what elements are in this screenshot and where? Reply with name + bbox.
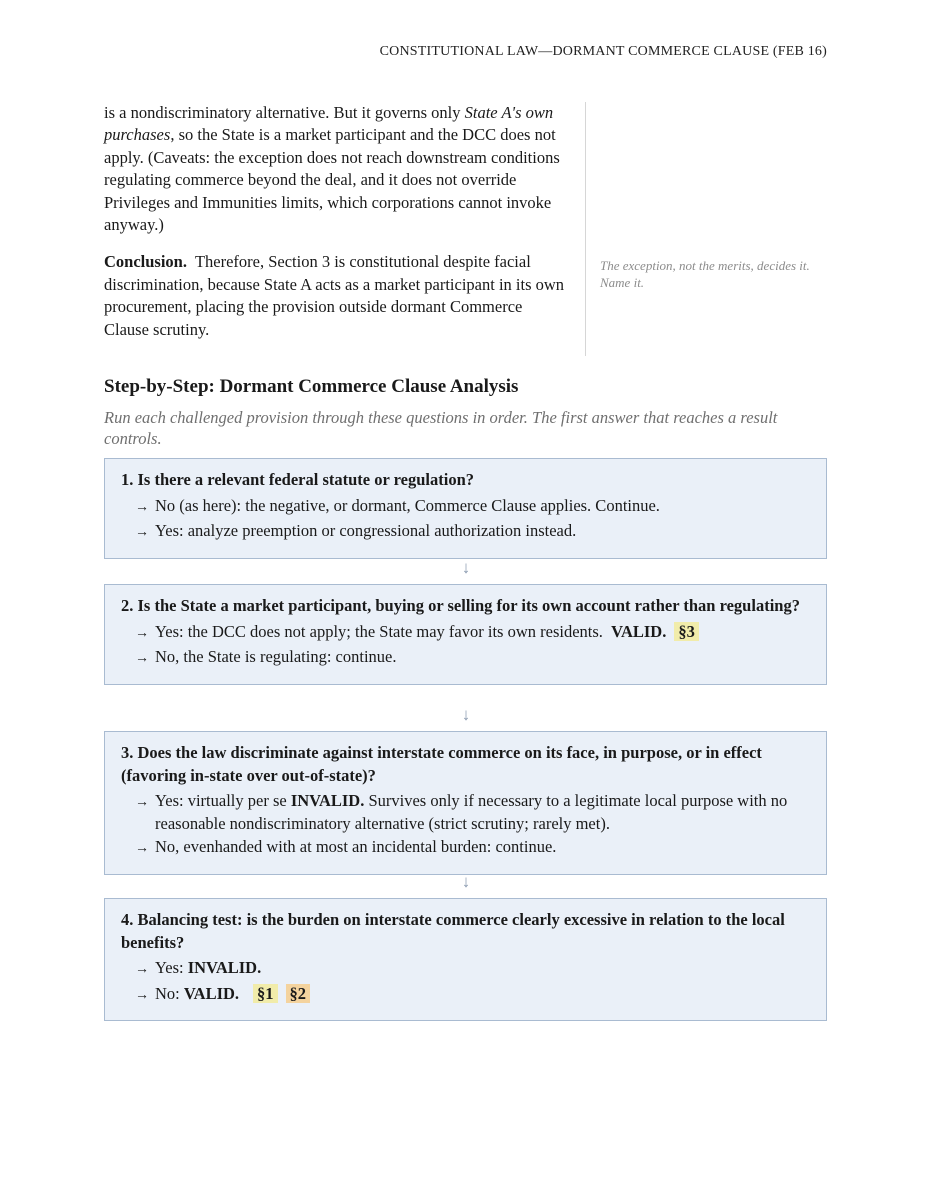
arrow-right-icon: →: [135, 795, 149, 810]
arrow-right-icon: →: [135, 962, 149, 977]
result-label: VALID.: [611, 621, 667, 641]
step-question: 3. Does the law discriminate against interstate commerce on its face, in purpose, or in effect (favoring in-state over out-of-state)?: [121, 743, 762, 785]
answer-text: Yes:: [155, 958, 184, 977]
arrow-right-icon: →: [135, 525, 149, 540]
step-3-box: [104, 731, 827, 875]
arrow-right-icon: →: [135, 625, 149, 641]
main-column: [104, 102, 568, 341]
paragraph-text: is a nondiscriminatory alternative. But it governs only: [104, 103, 465, 122]
step-answer: [135, 983, 810, 1007]
paragraph-text: , so the State is a market participant and the DCC does not apply. (Caveats: the exception does not reach downstream conditions regulating commerce beyond the deal, and it does not override Privileges and Immunities limits, which corporations cannot invoke anyway.): [104, 125, 560, 235]
column-divider: [585, 102, 586, 356]
step-question: 2. Is the State a market participant, buying or selling for its own account rather than regulating?: [121, 596, 800, 615]
answer-text: Yes: the DCC does not apply; the State may favor its own residents.: [155, 621, 603, 641]
section-tag: §1: [253, 984, 278, 1003]
conclusion-paragraph: [104, 251, 568, 341]
arrow-down-icon: ↓: [461, 705, 471, 724]
answer-text: Yes: analyze preemption or congressional authorization instead.: [155, 521, 577, 540]
running-header: CONSTITUTIONAL LAW—DORMANT COMMERCE CLAUSE (FEB 16): [379, 44, 827, 59]
arrow-down-icon: ↓: [461, 558, 471, 577]
analysis-paragraph: [104, 102, 568, 236]
arrow-right-icon: →: [135, 651, 149, 666]
answer-text: Yes: virtually per se: [155, 791, 287, 810]
answer-text: Survives only if necessary to a legitimate local purpose with no reasonable nondiscriminatory alternative (strict scrutiny; rarely met).: [155, 791, 788, 833]
step-4-box: [104, 898, 827, 1021]
result-label: VALID.: [183, 983, 240, 1003]
emphasis-text: State A's own purchases: [104, 103, 554, 145]
arrow-down-icon: ↓: [461, 872, 471, 891]
analysis-section: [104, 102, 827, 356]
section-intro: Run each challenged provision through these questions in order. The first answer that reaches a result controls.: [104, 408, 778, 448]
answer-text: No, evenhanded with at most an incidental burden: continue.: [155, 837, 557, 856]
arrow-right-icon: →: [135, 987, 149, 1003]
conclusion-text: Therefore, Section 3 is constitutional despite facial discrimination, because State A acts as a market participant in its own procurement, placing the provision outside dormant Commerce Clause scrutiny.: [104, 252, 565, 339]
step-answer: [135, 958, 810, 981]
arrow-right-icon: →: [135, 499, 149, 515]
step-answer: [135, 621, 810, 645]
step-answer: [135, 837, 810, 860]
answer-text: No:: [155, 983, 180, 1003]
section-tag: §3: [674, 622, 699, 641]
answer-text: No, the State is regulating: continue.: [155, 647, 397, 666]
step-question: 4. Balancing test: is the burden on interstate commerce clearly excessive in relation to the local benefits?: [121, 910, 785, 952]
step-answer: [135, 791, 810, 834]
section-tag: §2: [286, 984, 311, 1003]
result-label: INVALID.: [187, 958, 262, 977]
arrow-right-icon: →: [135, 841, 149, 856]
step-question: 1. Is there a relevant federal statute or regulation?: [121, 470, 475, 489]
margin-comment: The exception, not the merits, decides it. Name it.: [600, 258, 810, 290]
section-title: Step-by-Step: Dormant Commerce Clause Analysis: [104, 376, 519, 397]
step-1-box: [104, 458, 827, 559]
answer-text: No (as here): the negative, or dormant, Commerce Clause applies. Continue.: [155, 495, 660, 515]
step-answer: [135, 521, 810, 544]
step-answer: [135, 647, 810, 670]
step-2-box: [104, 584, 827, 685]
result-label: INVALID.: [290, 791, 365, 810]
step-answer: [135, 495, 810, 519]
conclusion-label: Conclusion.: [104, 252, 187, 272]
